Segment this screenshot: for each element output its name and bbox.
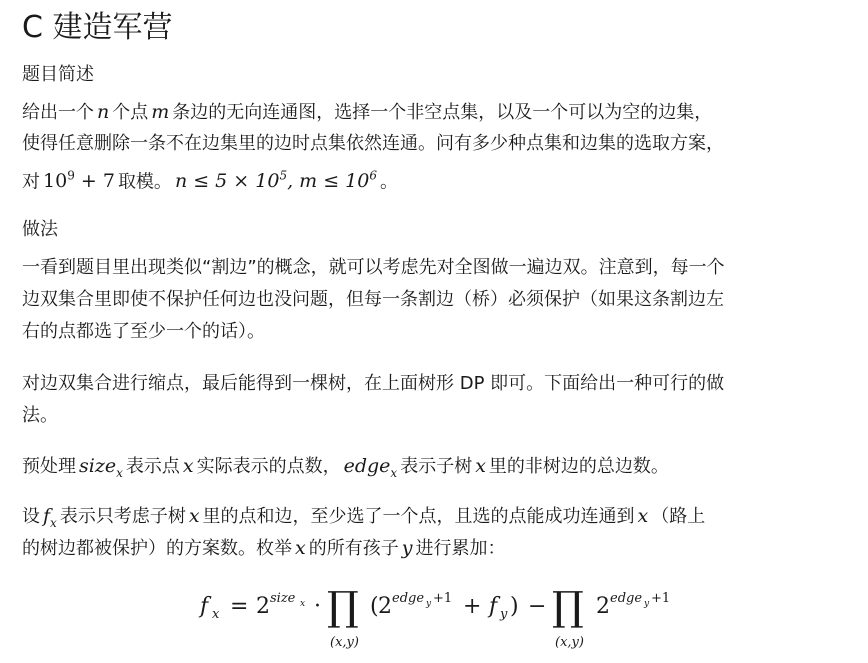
dp-formula [0,578,868,658]
formula-exp-edge-tail: +1 [651,591,671,606]
formula-exp-edge-sub: y [644,599,650,609]
problem-line-3: 对 $10^9 + 7$ 取模。 $n \le 5 \times 10^5$, $m \le 10^6$ 。 [22,169,398,193]
formula-exp-size-sub: x [300,599,306,609]
paragraph-line: 法。 [22,405,58,426]
formula-equals: = [230,594,249,619]
formula-plus: + [463,594,482,619]
formula-exp-edge-sub: y [426,599,432,609]
formula-svg [0,578,868,658]
formula-f-y: f [489,594,498,619]
formula-lhs-sub: x [212,607,220,622]
math-y: y [401,537,413,559]
math-x: x [637,505,649,527]
formula-minus: − [528,594,547,619]
formula-exp-edge-tail: +1 [433,591,453,606]
formula-exp-size: size [270,591,296,606]
product-symbol: ∏ [552,584,584,630]
paragraph-line: 对边双集合进行缩点，最后能得到一棵树，在上面树形 DP 即可。下面给出一种可行的做 [22,373,725,394]
formula-cdot: · [314,594,321,619]
problem-line-1: 给出一个 n 个点 m 条边的无向连通图，选择一个非空点集，以及一个可以为空的边集， [22,101,713,123]
problem-line-2: 使得任意删除一条不在边集里的边时点集依然连通。问有多少种点集和边集的选取方案， [22,133,724,154]
math-modulus: $10^9 + 7$ [43,169,115,193]
paragraph-line: 边双集合里即使不保护任何边也没问题，但每一条割边（桥）必须保护（如果这条割边左 [22,289,724,310]
formula-rparen: ) [510,594,519,619]
math-n: n [97,101,110,123]
formula-base-2: 2 [256,594,270,619]
formula-base-2: 2 [596,594,610,619]
method-paragraph-1 [22,252,846,348]
paragraph-line: 设 $f_x$ 表示只考虑子树 x 里的点和边，至少选了一个点，且选的点能成功连通到 x （路上 [22,505,706,530]
problem-statement [22,96,846,192]
formula-exp-edge: edge [392,591,425,606]
math-x: x [295,537,306,559]
math-f-x: $f_x$ [43,505,57,530]
math-constraints: $n \le 5 \times 10^5$, $m \le 10^6$ [174,169,377,193]
math-x: x [475,455,486,477]
math-m: m [151,101,170,123]
method-paragraph-2 [22,368,846,432]
math-x: x [182,455,194,477]
paragraph-line: 一看到题目里出现类似“割边”的概念，就可以考虑先对全图做一遍边双。注意到，每一个 [22,257,725,278]
product-index: (x,y) [555,635,584,650]
formula-f-y-sub: y [500,607,508,622]
paragraph-line: 的树边都被保护）的方案数。枚举 x 的所有孩子 y 进行累加： [22,537,506,559]
math-x: x [188,505,200,527]
formula-base-2: 2 [378,594,392,619]
formula-lparen: ( [370,594,379,619]
paragraph-line: 预处理 size$_x$ 表示点 x 实际表示的点数， edge$_x$ 表示子树 x 里的非树边的总边数。 [22,455,669,480]
method-paragraph-3 [22,450,846,482]
page-title: C 建造军营 [22,10,173,45]
math-size-x: size$_x$ [79,455,123,480]
paragraph-line: 右的点都选了至少一个的话）。 [22,321,265,342]
method-heading: 做法 [22,219,58,240]
problem-heading: 题目简述 [22,64,94,85]
method-paragraph-4 [22,500,846,564]
formula-exp-edge: edge [610,591,643,606]
math-edge-x: edge$_x$ [343,455,398,480]
formula-lhs: f [200,594,209,619]
product-symbol: ∏ [327,584,359,630]
product-index: (x,y) [330,635,359,650]
